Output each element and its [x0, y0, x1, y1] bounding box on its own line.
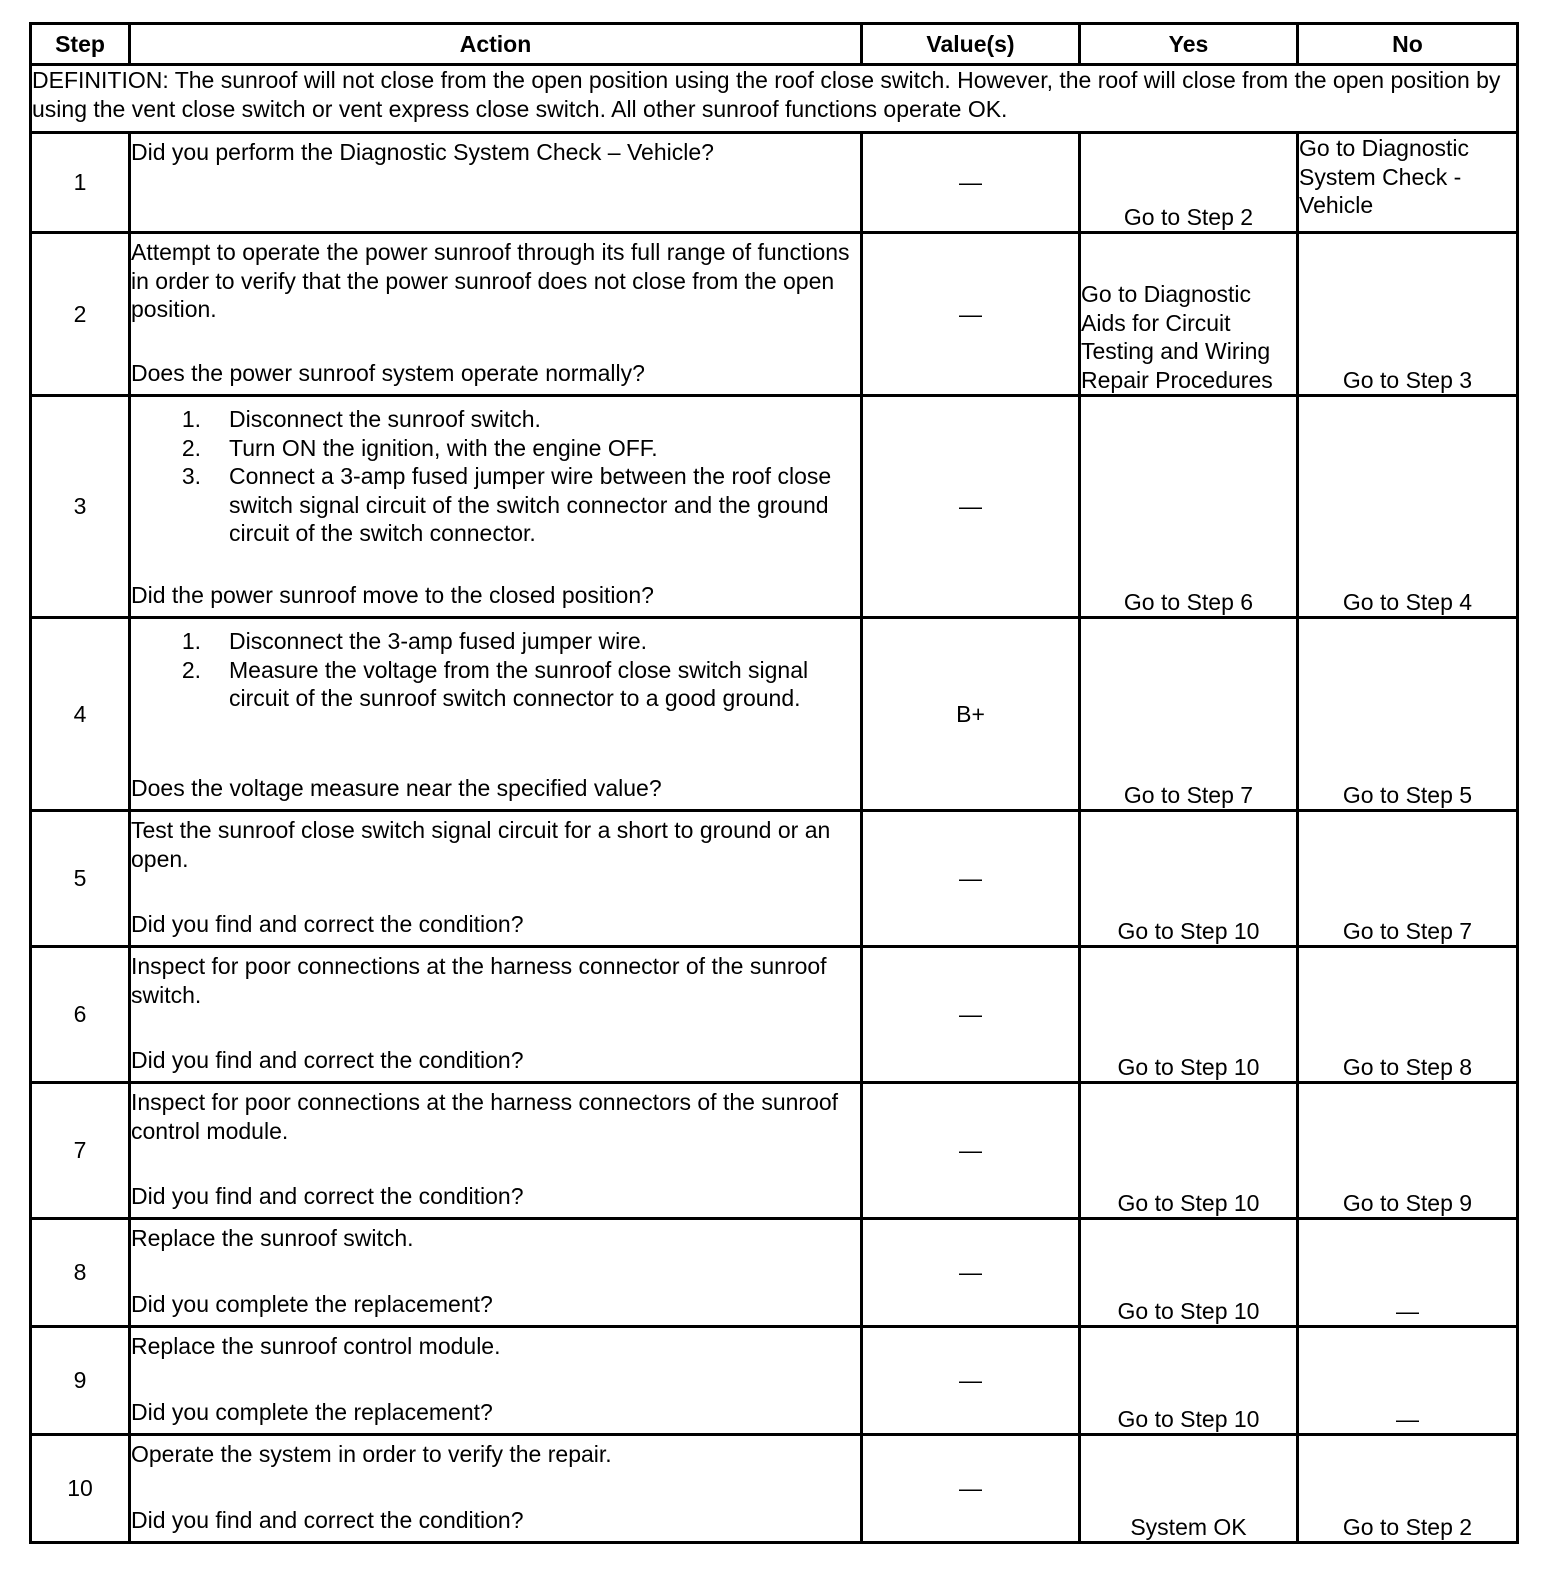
header-step: Step	[31, 24, 130, 65]
action-cell	[130, 1327, 862, 1435]
yes-result: Go to Step 6	[1080, 396, 1298, 618]
yes-result: Go to Diagnostic Aids for Circuit Testing and Wiring Repair Procedures	[1080, 233, 1298, 396]
table-row	[31, 947, 1518, 1083]
list-item-text: Disconnect the sunroof switch.	[229, 406, 541, 432]
yes-result: Go to Step 10	[1080, 811, 1298, 947]
yes-result: Go to Step 10	[1080, 1327, 1298, 1435]
action-instruction: Attempt to operate the power sunroof through its full range of functions in order to verify that the power sunroof does not close from the open position.	[131, 239, 850, 322]
action-question: Did you find and correct the condition?	[131, 1046, 524, 1073]
list-item-number: 2.	[181, 656, 201, 683]
yes-result: Go to Step 2	[1080, 133, 1298, 233]
list-item-number: 3.	[181, 463, 201, 489]
action-question: Did you complete the replacement?	[131, 1290, 493, 1317]
no-result: Go to Step 3	[1298, 233, 1518, 396]
header-yes: Yes	[1080, 24, 1298, 65]
list-item	[131, 434, 860, 463]
table-row	[31, 811, 1518, 947]
action-instruction: Operate the system in order to verify the repair.	[131, 1441, 612, 1467]
action-cell	[130, 233, 862, 396]
list-item-text: Measure the voltage from the sunroof close switch signal circuit of the sunroof switch connector to a good ground.	[229, 656, 809, 711]
table-row	[31, 1327, 1518, 1435]
no-result: Go to Step 9	[1298, 1083, 1518, 1219]
action-steps-list	[131, 627, 860, 713]
no-result: Go to Step 5	[1298, 618, 1518, 811]
no-result: Go to Step 7	[1298, 811, 1518, 947]
action-steps-list	[131, 405, 860, 548]
list-item-text: Disconnect the 3-amp fused jumper wire.	[229, 628, 648, 654]
table-row	[31, 1083, 1518, 1219]
action-instruction: Did you perform the Diagnostic System Check – Vehicle?	[131, 139, 714, 165]
action-cell	[130, 133, 862, 233]
value-cell: —	[862, 1083, 1080, 1219]
action-instruction: Inspect for poor connections at the harness connector of the sunroof switch.	[131, 953, 827, 1008]
header-action: Action	[130, 24, 862, 65]
value-cell: —	[862, 1327, 1080, 1435]
table-row	[31, 1219, 1518, 1327]
table-row	[31, 233, 1518, 396]
action-cell	[130, 1435, 862, 1543]
no-result: Go to Diagnostic System Check - Vehicle	[1298, 133, 1518, 233]
list-item	[131, 656, 860, 713]
value-cell: —	[862, 1219, 1080, 1327]
action-question: Did you find and correct the condition?	[131, 1182, 524, 1209]
action-cell	[130, 396, 862, 618]
table-row	[31, 396, 1518, 618]
yes-result: Go to Step 10	[1080, 947, 1298, 1083]
list-item	[131, 627, 860, 656]
action-instruction: Inspect for poor connections at the harness connectors of the sunroof control module.	[131, 1089, 839, 1144]
step-number: 6	[31, 947, 130, 1083]
list-item	[131, 405, 860, 434]
value-cell: —	[862, 811, 1080, 947]
step-number: 3	[31, 396, 130, 618]
step-number: 8	[31, 1219, 130, 1327]
action-question: Did you find and correct the condition?	[131, 910, 524, 937]
action-question: Does the voltage measure near the specified value?	[131, 774, 662, 801]
diagnostic-table	[29, 22, 1519, 1544]
list-item-number: 1.	[181, 406, 201, 432]
list-item-text: Turn ON the ignition, with the engine OFF.	[229, 434, 658, 461]
table-row	[31, 618, 1518, 811]
table-row	[31, 133, 1518, 233]
table-row	[31, 1435, 1518, 1543]
action-instruction: Replace the sunroof control module.	[131, 1333, 501, 1359]
value-cell: —	[862, 1435, 1080, 1543]
list-item-number: 2.	[181, 434, 201, 461]
action-question: Does the power sunroof system operate normally?	[131, 359, 645, 386]
step-number: 9	[31, 1327, 130, 1435]
value-cell: —	[862, 133, 1080, 233]
action-cell	[130, 811, 862, 947]
step-number: 10	[31, 1435, 130, 1543]
no-result: —	[1298, 1327, 1518, 1435]
action-cell	[130, 1219, 862, 1327]
step-number: 4	[31, 618, 130, 811]
step-number: 7	[31, 1083, 130, 1219]
list-item-number: 1.	[181, 628, 201, 654]
value-cell: —	[862, 947, 1080, 1083]
value-cell: —	[862, 233, 1080, 396]
no-result: —	[1298, 1219, 1518, 1327]
yes-result: System OK	[1080, 1435, 1298, 1543]
definition-text: DEFINITION: The sunroof will not close from the open position using the roof close switch. However, the roof will close from the open position by using the vent close switch or vent express close switch. All other sunroof functions operate OK.	[31, 65, 1518, 133]
step-number: 1	[31, 133, 130, 233]
value-cell: B+	[862, 618, 1080, 811]
header-no: No	[1298, 24, 1518, 65]
definition-row	[31, 65, 1518, 133]
list-item	[131, 462, 860, 548]
action-cell	[130, 618, 862, 811]
action-question: Did you find and correct the condition?	[131, 1506, 524, 1533]
action-question: Did the power sunroof move to the closed position?	[131, 581, 654, 608]
no-result: Go to Step 2	[1298, 1435, 1518, 1543]
step-number: 5	[31, 811, 130, 947]
yes-result: Go to Step 10	[1080, 1219, 1298, 1327]
action-question	[131, 221, 860, 225]
list-item-text: Connect a 3-amp fused jumper wire between the roof close switch signal circuit of the switch connector and the ground circuit of the switch connector.	[229, 463, 832, 546]
no-result: Go to Step 8	[1298, 947, 1518, 1083]
yes-result: Go to Step 7	[1080, 618, 1298, 811]
action-instruction: Test the sunroof close switch signal circuit for a short to ground or an open.	[131, 817, 831, 872]
yes-result: Go to Step 10	[1080, 1083, 1298, 1219]
action-instruction: Replace the sunroof switch.	[131, 1225, 414, 1251]
action-cell	[130, 1083, 862, 1219]
action-cell	[130, 947, 862, 1083]
value-cell: —	[862, 396, 1080, 618]
action-question: Did you complete the replacement?	[131, 1398, 493, 1425]
header-row	[31, 24, 1518, 65]
step-number: 2	[31, 233, 130, 396]
header-values: Value(s)	[862, 24, 1080, 65]
no-result: Go to Step 4	[1298, 396, 1518, 618]
